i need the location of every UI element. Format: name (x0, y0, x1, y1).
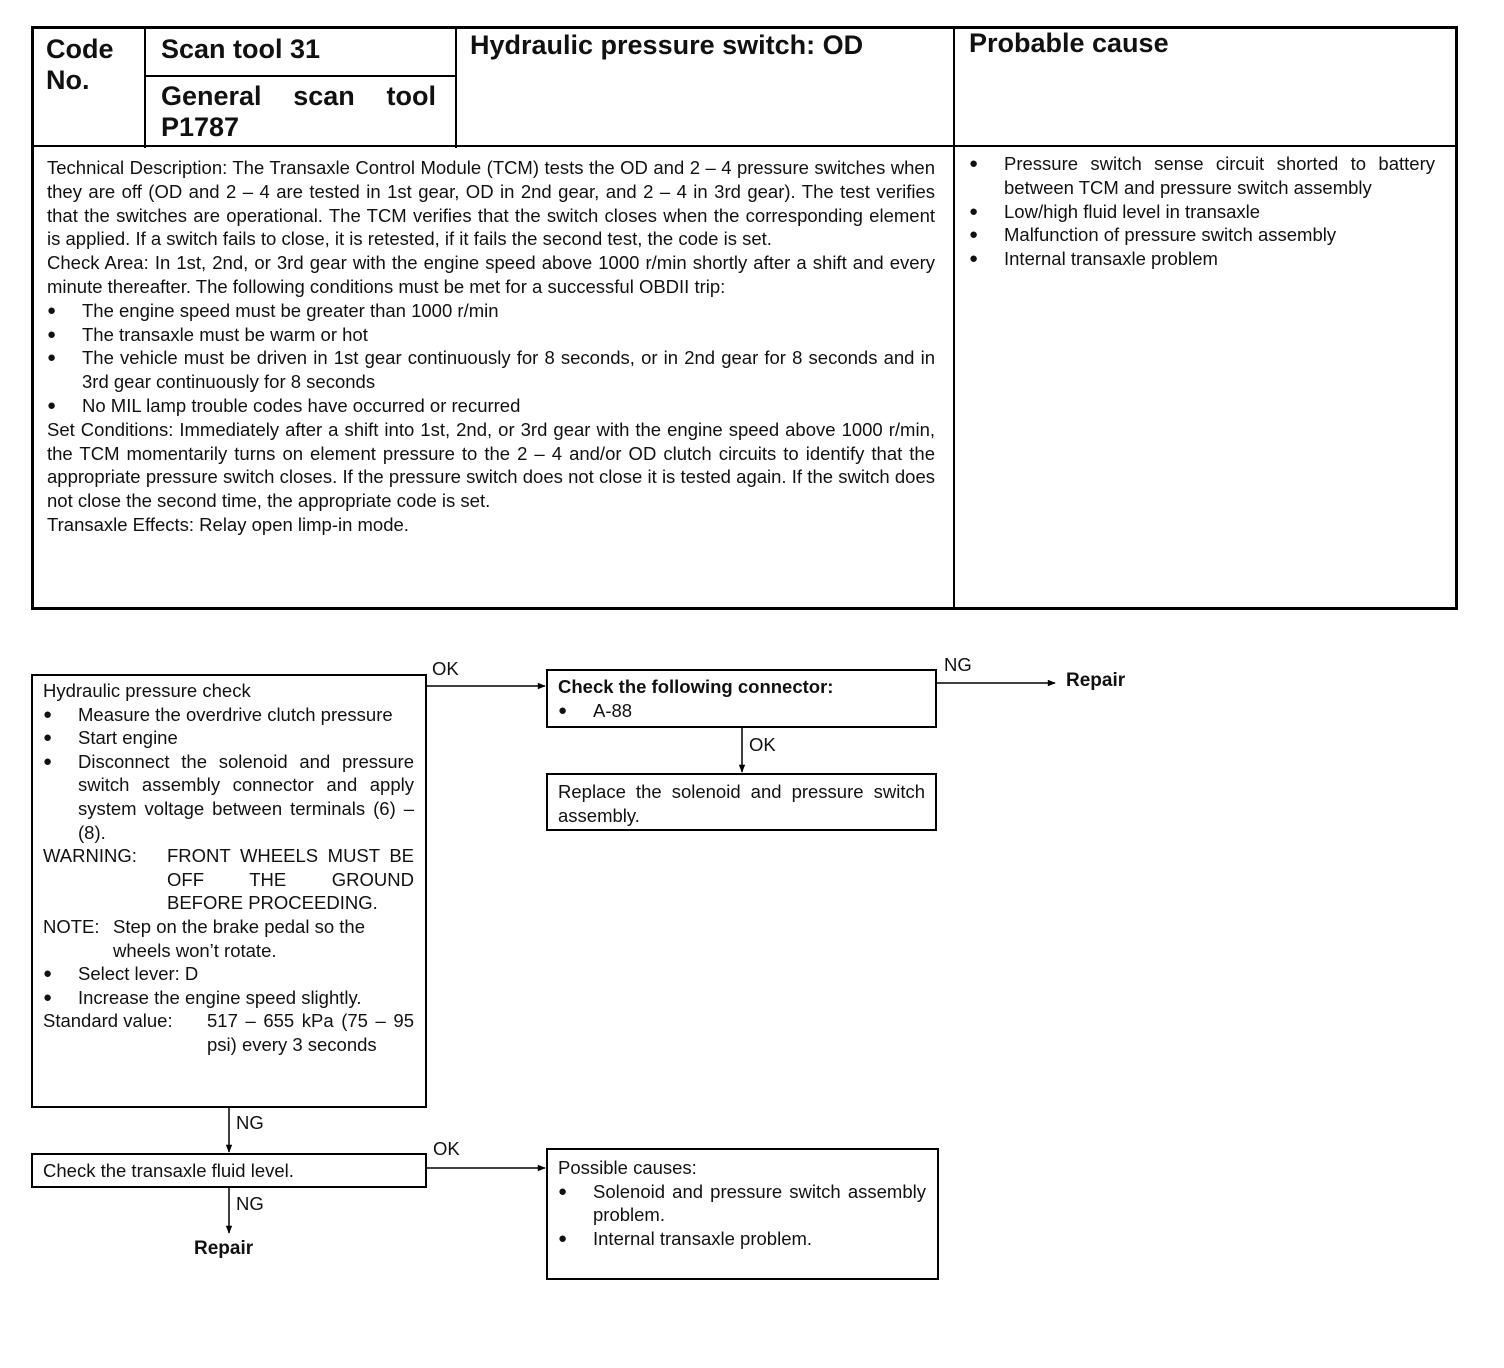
note-text: Step on the brake pedal so the wheels won’t rotate. (113, 915, 365, 961)
check-area-text: Check Area: In 1st, 2nd, or 3rd gear with the engine speed above 1000 r/min shortly after a shift and every minute thereafter. The following conditions must be met for a successful OBDII trip: (47, 252, 935, 297)
general-scan-tool-code: P1787 (161, 112, 240, 142)
fluid-check-text: Check the transaxle fluid level. (43, 1160, 294, 1181)
general-scan-tool-text: General scan tool (161, 81, 436, 111)
connector-item: ● A-88 (558, 699, 925, 723)
pressure-check-box (31, 674, 427, 1108)
ng-label: NG (236, 1193, 264, 1214)
replace-text: Replace the solenoid and pressure switch assembly. (558, 781, 925, 826)
pressure-step-item: ● Increase the engine speed slightly. (43, 986, 414, 1010)
probable-cause-heading: Probable cause (969, 28, 1169, 58)
technical-text: Technical Description: The Transaxle Control Module (TCM) tests the OD and 2 – 4 pressure switches when they are off (OD and 2 – 4 are tested in 1st gear, OD in 2nd gear, and 2 – 4 in 3rd gear). The test verifies that the switches are operational. The TCM verifies that the switch closes when the corresponding element is applied. If a switch fails to close, it is retested, if it fails the second test, the code is set. (47, 157, 935, 250)
transaxle-effects-text: Transaxle Effects: Relay open limp-in mode. (47, 513, 409, 535)
standard-value-row (43, 1009, 414, 1056)
possible-cause-item: ● Internal transaxle problem. (558, 1227, 926, 1251)
pressure-step-item: ● Select lever: D (43, 962, 414, 986)
possible-causes-box (546, 1148, 939, 1280)
repair-label: Repair (194, 1238, 254, 1259)
pressure-check-title: Hydraulic pressure check (43, 680, 251, 701)
condition-item: ● The vehicle must be driven in 1st gear continuously for 8 seconds, or in 2nd gear for 8 seconds and in 3rd gear continuously for 8 seconds (47, 346, 935, 394)
connector-check-title: Check the following connector: (558, 676, 834, 697)
warning-label: WARNING: (43, 845, 137, 867)
pressure-step-item: ● Disconnect the solenoid and pressure switch assembly connector and apply system voltage between terminals (6) – (8). (43, 750, 414, 844)
warning-text: FRONT WHEELS MUST BE OFF THE GROUND BEFORE PROCEEDING. (167, 845, 414, 914)
note-row (43, 915, 414, 962)
probable-cause-item: ● Internal transaxle problem (969, 247, 1435, 271)
condition-item: ● The engine speed must be greater than 1000 r/min (47, 299, 935, 323)
ok-label: OK (749, 734, 776, 755)
pressure-step-item: ● Start engine (43, 726, 414, 750)
set-conditions-text: Set Conditions: Immediately after a shift into 1st, 2nd, or 3rd gear with the engine speed above 1000 r/min, the TCM momentarily turns on element pressure to the 2 – 4 and/or OD clutch circuits to identify that the appropriate pressure switch closes. If the pressure switch does not close it is tested again. If the switch does not close the second time, the appropriate code is set. (47, 418, 935, 512)
standard-value-label: Standard value: (43, 1010, 173, 1032)
probable-cause-item: ● Malfunction of pressure switch assembly (969, 223, 1435, 247)
warning-row (43, 844, 414, 915)
ok-label: OK (433, 1138, 460, 1159)
condition-item: ● No MIL lamp trouble codes have occurred or recurred (47, 394, 935, 418)
probable-cause-item: ● Low/high fluid level in transaxle (969, 200, 1435, 224)
standard-value-text: 517 – 655 kPa (75 – 95 psi) every 3 seconds (207, 1010, 414, 1055)
condition-item: ● The transaxle must be warm or hot (47, 323, 935, 347)
note-label: NOTE: (43, 915, 100, 937)
scan-tool-label: Scan tool 31 (161, 34, 321, 64)
pressure-step-item: ● Measure the overdrive clutch pressure (43, 703, 414, 727)
repair-label: Repair (1066, 670, 1126, 691)
possible-cause-item: ● Solenoid and pressure switch assembly problem. (558, 1180, 926, 1227)
page-title: Hydraulic pressure switch: OD (470, 30, 864, 60)
connector-check-box (546, 669, 937, 728)
possible-causes-title: Possible causes: (558, 1157, 697, 1178)
ng-label: NG (944, 654, 972, 675)
fluid-check-box (31, 1153, 427, 1188)
probable-cause-item: ● Pressure switch sense circuit shorted to battery between TCM and pressure switch assembly (969, 152, 1435, 200)
replace-box (546, 773, 937, 831)
ok-label: OK (432, 658, 459, 679)
ng-label: NG (236, 1112, 264, 1133)
code-no-label: Code No. (46, 34, 114, 95)
